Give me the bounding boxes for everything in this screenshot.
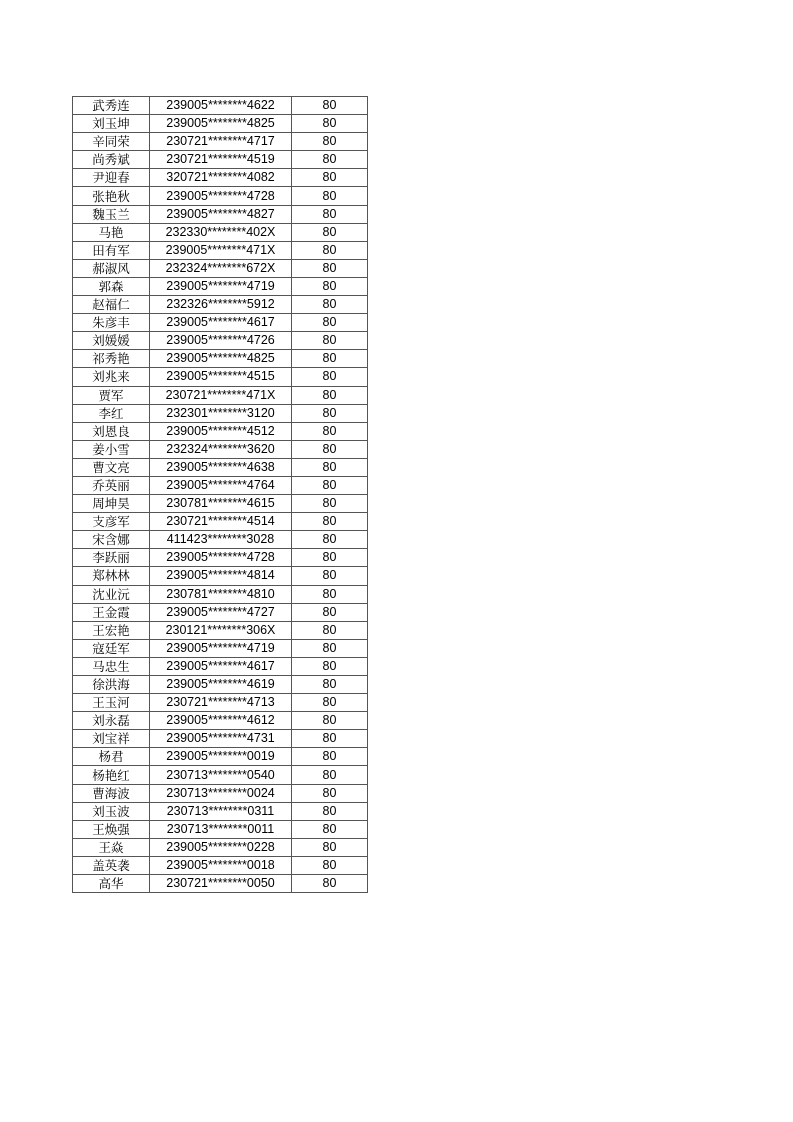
- score-cell: 80: [292, 748, 368, 766]
- name-cell: 徐洪海: [73, 676, 150, 694]
- table-row: [73, 404, 368, 422]
- id-number-cell: 239005********4764: [150, 476, 292, 494]
- id-number-cell: 239005********4515: [150, 368, 292, 386]
- table-row: [73, 296, 368, 314]
- score-cell: 80: [292, 259, 368, 277]
- id-number-cell: 239005********4617: [150, 314, 292, 332]
- name-cell: 魏玉兰: [73, 205, 150, 223]
- name-cell: 姜小雪: [73, 440, 150, 458]
- name-cell: 盖英袭: [73, 856, 150, 874]
- id-number-cell: 239005********4612: [150, 712, 292, 730]
- table-row: [73, 784, 368, 802]
- table-row: [73, 97, 368, 115]
- table-row: [73, 259, 368, 277]
- name-cell: 宋含娜: [73, 531, 150, 549]
- table-row: [73, 314, 368, 332]
- table-row: [73, 585, 368, 603]
- score-cell: 80: [292, 495, 368, 513]
- roster-table-body: [73, 97, 368, 893]
- score-cell: 80: [292, 875, 368, 893]
- table-row: [73, 567, 368, 585]
- id-number-cell: 239005********4622: [150, 97, 292, 115]
- name-cell: 沈业沅: [73, 585, 150, 603]
- name-cell: 刘永磊: [73, 712, 150, 730]
- name-cell: 郭森: [73, 277, 150, 295]
- id-number-cell: 232301********3120: [150, 404, 292, 422]
- score-cell: 80: [292, 476, 368, 494]
- name-cell: 李跃丽: [73, 549, 150, 567]
- table-row: [73, 241, 368, 259]
- table-row: [73, 730, 368, 748]
- id-number-cell: 239005********4726: [150, 332, 292, 350]
- table-row: [73, 458, 368, 476]
- score-cell: 80: [292, 169, 368, 187]
- score-cell: 80: [292, 784, 368, 802]
- table-row: [73, 187, 368, 205]
- name-cell: 支彦军: [73, 513, 150, 531]
- table-row: [73, 875, 368, 893]
- score-cell: 80: [292, 368, 368, 386]
- id-number-cell: 239005********4825: [150, 115, 292, 133]
- table-row: [73, 712, 368, 730]
- table-row: [73, 277, 368, 295]
- id-number-cell: 230721********4713: [150, 694, 292, 712]
- id-number-cell: 239005********4512: [150, 422, 292, 440]
- score-cell: 80: [292, 657, 368, 675]
- id-number-cell: 232330********402X: [150, 223, 292, 241]
- name-cell: 杨君: [73, 748, 150, 766]
- id-number-cell: 239005********4731: [150, 730, 292, 748]
- name-cell: 马艳: [73, 223, 150, 241]
- name-cell: 尚秀斌: [73, 151, 150, 169]
- name-cell: 刘宝祥: [73, 730, 150, 748]
- table-row: [73, 350, 368, 368]
- score-cell: 80: [292, 241, 368, 259]
- table-row: [73, 621, 368, 639]
- score-cell: 80: [292, 712, 368, 730]
- name-cell: 寇廷军: [73, 639, 150, 657]
- id-number-cell: 230721********0050: [150, 875, 292, 893]
- id-number-cell: 239005********4728: [150, 549, 292, 567]
- table-row: [73, 694, 368, 712]
- id-number-cell: 239005********4619: [150, 676, 292, 694]
- name-cell: 祁秀艳: [73, 350, 150, 368]
- id-number-cell: 239005********4638: [150, 458, 292, 476]
- table-row: [73, 223, 368, 241]
- table-row: [73, 603, 368, 621]
- id-number-cell: 230713********0024: [150, 784, 292, 802]
- id-number-cell: 239005********4719: [150, 277, 292, 295]
- id-number-cell: 230713********0011: [150, 820, 292, 838]
- score-cell: 80: [292, 296, 368, 314]
- table-row: [73, 440, 368, 458]
- table-row: [73, 368, 368, 386]
- name-cell: 王宏艳: [73, 621, 150, 639]
- table-row: [73, 748, 368, 766]
- table-row: [73, 495, 368, 513]
- score-cell: 80: [292, 187, 368, 205]
- score-cell: 80: [292, 549, 368, 567]
- table-row: [73, 802, 368, 820]
- table-row: [73, 657, 368, 675]
- name-cell: 刘玉波: [73, 802, 150, 820]
- id-number-cell: 230721********4717: [150, 133, 292, 151]
- score-cell: 80: [292, 314, 368, 332]
- id-number-cell: 239005********4728: [150, 187, 292, 205]
- table-row: [73, 115, 368, 133]
- score-cell: 80: [292, 205, 368, 223]
- name-cell: 王焕强: [73, 820, 150, 838]
- name-cell: 王玉河: [73, 694, 150, 712]
- table-row: [73, 856, 368, 874]
- id-number-cell: 239005********4825: [150, 350, 292, 368]
- score-cell: 80: [292, 332, 368, 350]
- id-number-cell: 232324********3620: [150, 440, 292, 458]
- name-cell: 王金霞: [73, 603, 150, 621]
- score-cell: 80: [292, 856, 368, 874]
- id-number-cell: 239005********4617: [150, 657, 292, 675]
- score-cell: 80: [292, 621, 368, 639]
- score-cell: 80: [292, 639, 368, 657]
- score-cell: 80: [292, 350, 368, 368]
- score-cell: 80: [292, 838, 368, 856]
- table-row: [73, 422, 368, 440]
- id-number-cell: 411423********3028: [150, 531, 292, 549]
- table-row: [73, 531, 368, 549]
- name-cell: 周坤昊: [73, 495, 150, 513]
- table-row: [73, 332, 368, 350]
- table-row: [73, 766, 368, 784]
- id-number-cell: 232326********5912: [150, 296, 292, 314]
- table-row: [73, 151, 368, 169]
- score-cell: 80: [292, 820, 368, 838]
- table-row: [73, 820, 368, 838]
- name-cell: 郑林林: [73, 567, 150, 585]
- name-cell: 刘媛媛: [73, 332, 150, 350]
- name-cell: 刘玉坤: [73, 115, 150, 133]
- id-number-cell: 239005********4814: [150, 567, 292, 585]
- table-row: [73, 133, 368, 151]
- table-row: [73, 169, 368, 187]
- name-cell: 曹海波: [73, 784, 150, 802]
- score-cell: 80: [292, 386, 368, 404]
- score-cell: 80: [292, 531, 368, 549]
- score-cell: 80: [292, 422, 368, 440]
- score-cell: 80: [292, 223, 368, 241]
- table-row: [73, 639, 368, 657]
- score-cell: 80: [292, 802, 368, 820]
- name-cell: 王焱: [73, 838, 150, 856]
- table-row: [73, 513, 368, 531]
- name-cell: 郝淑风: [73, 259, 150, 277]
- score-cell: 80: [292, 115, 368, 133]
- id-number-cell: 230713********0540: [150, 766, 292, 784]
- score-cell: 80: [292, 151, 368, 169]
- table-row: [73, 205, 368, 223]
- name-cell: 赵福仁: [73, 296, 150, 314]
- score-cell: 80: [292, 458, 368, 476]
- name-cell: 武秀连: [73, 97, 150, 115]
- name-cell: 马忠生: [73, 657, 150, 675]
- name-cell: 田有军: [73, 241, 150, 259]
- id-number-cell: 239005********4719: [150, 639, 292, 657]
- name-cell: 辛同荣: [73, 133, 150, 151]
- id-number-cell: 232324********672X: [150, 259, 292, 277]
- id-number-cell: 239005********0018: [150, 856, 292, 874]
- id-number-cell: 230121********306X: [150, 621, 292, 639]
- id-number-cell: 230721********4519: [150, 151, 292, 169]
- id-number-cell: 239005********0019: [150, 748, 292, 766]
- name-cell: 贾军: [73, 386, 150, 404]
- name-cell: 刘恩良: [73, 422, 150, 440]
- name-cell: 李红: [73, 404, 150, 422]
- table-row: [73, 838, 368, 856]
- id-number-cell: 239005********4727: [150, 603, 292, 621]
- score-cell: 80: [292, 585, 368, 603]
- name-cell: 尹迎春: [73, 169, 150, 187]
- score-cell: 80: [292, 440, 368, 458]
- id-number-cell: 230713********0311: [150, 802, 292, 820]
- score-cell: 80: [292, 766, 368, 784]
- id-number-cell: 239005********0228: [150, 838, 292, 856]
- score-cell: 80: [292, 567, 368, 585]
- table-row: [73, 476, 368, 494]
- name-cell: 刘兆来: [73, 368, 150, 386]
- score-cell: 80: [292, 513, 368, 531]
- table-row: [73, 549, 368, 567]
- score-cell: 80: [292, 676, 368, 694]
- id-number-cell: 239005********4827: [150, 205, 292, 223]
- id-number-cell: 230721********471X: [150, 386, 292, 404]
- table-row: [73, 386, 368, 404]
- id-number-cell: 230781********4615: [150, 495, 292, 513]
- score-cell: 80: [292, 404, 368, 422]
- id-number-cell: 239005********471X: [150, 241, 292, 259]
- score-cell: 80: [292, 277, 368, 295]
- name-cell: 乔英丽: [73, 476, 150, 494]
- score-cell: 80: [292, 97, 368, 115]
- table-row: [73, 676, 368, 694]
- score-cell: 80: [292, 603, 368, 621]
- roster-table: [72, 96, 368, 893]
- id-number-cell: 230721********4514: [150, 513, 292, 531]
- id-number-cell: 320721********4082: [150, 169, 292, 187]
- name-cell: 张艳秋: [73, 187, 150, 205]
- score-cell: 80: [292, 730, 368, 748]
- name-cell: 高华: [73, 875, 150, 893]
- id-number-cell: 230781********4810: [150, 585, 292, 603]
- name-cell: 杨艳红: [73, 766, 150, 784]
- score-cell: 80: [292, 694, 368, 712]
- name-cell: 朱彦丰: [73, 314, 150, 332]
- score-cell: 80: [292, 133, 368, 151]
- name-cell: 曹文亮: [73, 458, 150, 476]
